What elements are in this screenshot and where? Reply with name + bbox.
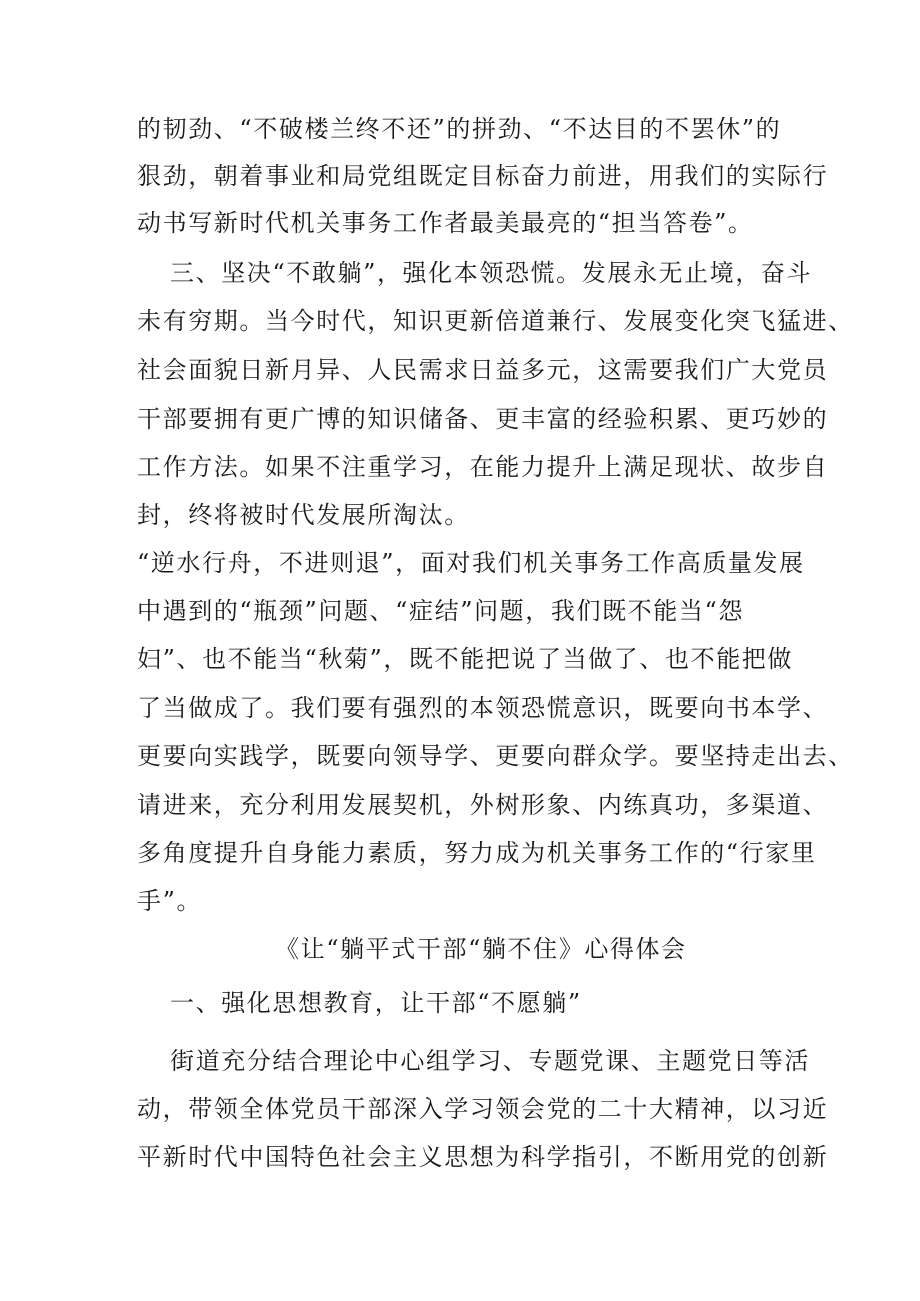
paragraph-line: 请进来，充分利用发展契机，外树形象、内练真功，多渠道、 xyxy=(137,791,829,819)
paragraph-line: 平新时代中国特色社会主义思想为科学指引，不断用党的创新 xyxy=(137,1143,829,1171)
paragraph-line: 工作方法。如果不注重学习，在能力提升上满足现状、故步自 xyxy=(137,453,829,481)
paragraph-line: 了当做成了。我们要有强烈的本领恐慌意识，既要向书本学、 xyxy=(137,694,829,722)
section-heading-line: 一、强化思想教育，让干部“不愿躺” xyxy=(170,989,582,1017)
paragraph-line: 狠劲，朝着事业和局党组既定目标奋力前进，用我们的实际行 xyxy=(137,162,829,190)
paragraph-line: 多角度提升自身能力素质，努力成为机关事务工作的“行家里 xyxy=(137,839,817,867)
paragraph-line: 动书写新时代机关事务工作者最美最亮的“担当答卷”。 xyxy=(137,209,754,237)
section-heading-line: 三、坚决“不敢躺”，强化本领恐慌。发展永无止境，奋斗 xyxy=(170,259,813,287)
paragraph-line: 的韧劲、“不破楼兰终不还”的拼劲、“不达目的不罢休”的 xyxy=(137,115,782,143)
paragraph-line: 封，终将被时代发展所淘汰。 xyxy=(137,501,470,529)
paragraph-line: 妇”、也不能当“秋菊”，既不能把说了当做了、也不能把做 xyxy=(137,645,794,673)
paragraph-line: 干部要拥有更广博的知识储备、更丰富的经验积累、更巧妙的 xyxy=(137,405,829,433)
paragraph-line: 中遇到的“瓶颈”问题、“症结”问题，我们既不能当“怨 xyxy=(137,597,744,625)
paragraph-line: 更要向实践学，既要向领导学、更要向群众学。要坚持走出去、 xyxy=(137,742,854,770)
article-title: 《让“躺平式干部“躺不住》心得体会 xyxy=(275,935,687,963)
paragraph-line: 未有穷期。当今时代，知识更新倍道兼行、发展变化突飞猛进、 xyxy=(137,307,854,335)
paragraph-line: 社会面貌日新月异、人民需求日益多元，这需要我们广大党员 xyxy=(137,356,829,384)
paragraph-line: 街道充分结合理论中心组学习、专题党课、主题党日等活 xyxy=(170,1047,810,1075)
paragraph-line: 动，带领全体党员干部深入学习领会党的二十大精神，以习近 xyxy=(137,1095,829,1123)
paragraph-line: 手”。 xyxy=(137,887,203,915)
paragraph-line: “逆水行舟，不进则退”，面对我们机关事务工作高质量发展 xyxy=(137,549,805,577)
